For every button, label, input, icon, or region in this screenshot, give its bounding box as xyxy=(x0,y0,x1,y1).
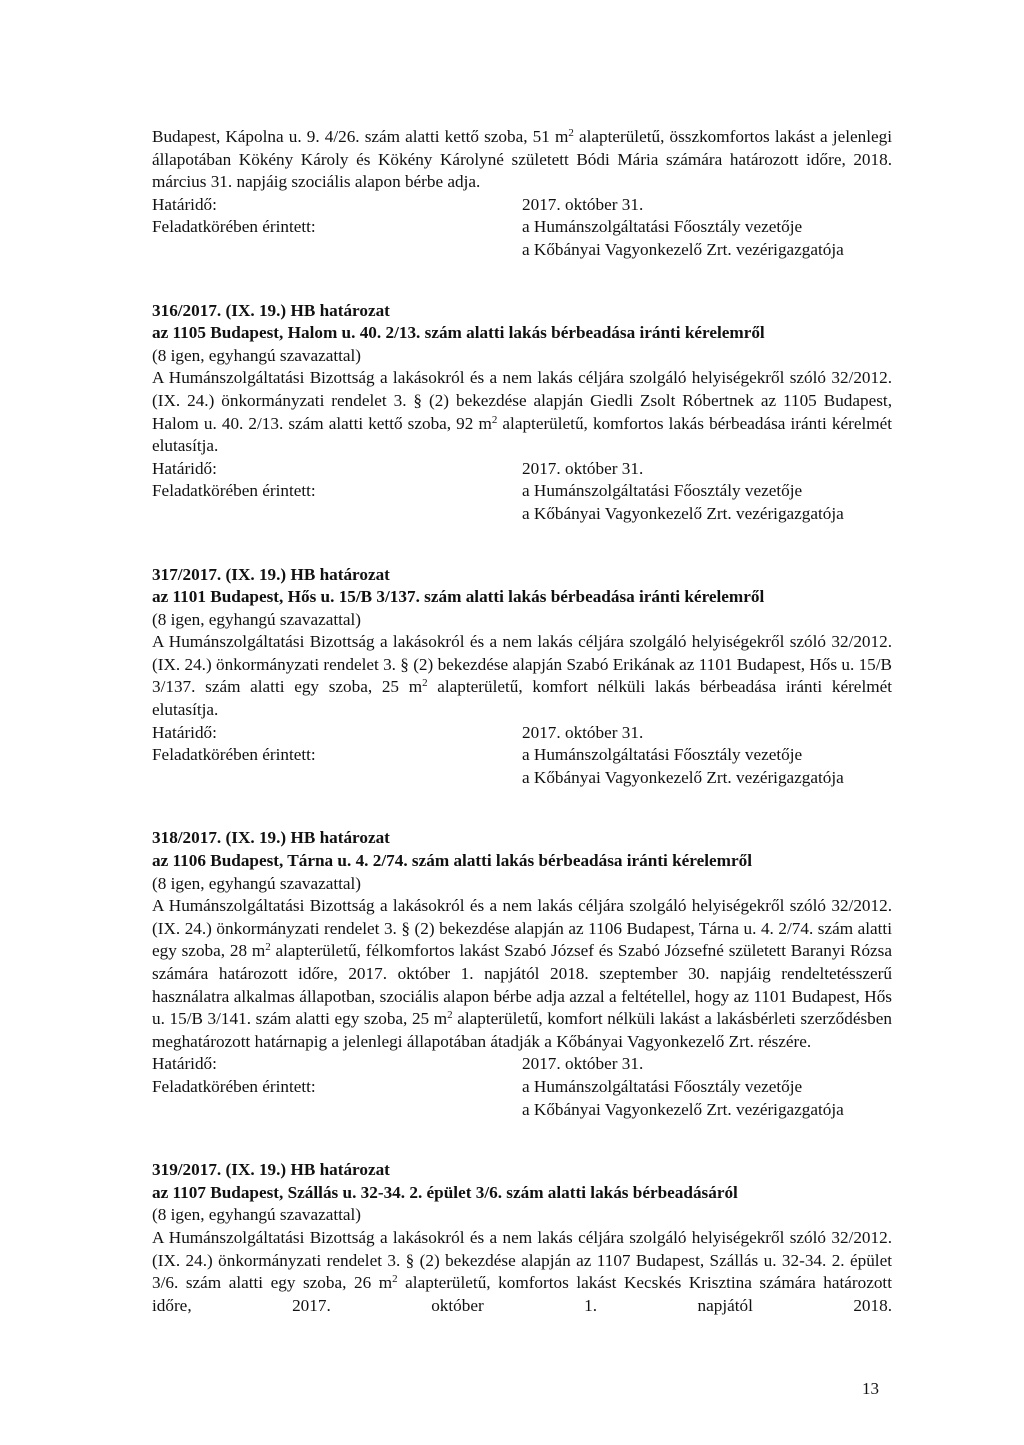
responsible-1: a Humánszolgáltatási Főosztály vezetője xyxy=(522,481,803,501)
responsible-2: a Kőbányai Vagyonkezelő Zrt. vezérigazgatója xyxy=(522,1099,844,1119)
deadline-value: 2017. október 31. xyxy=(522,194,644,214)
deadline-value: 2017. október 31. xyxy=(522,722,644,742)
responsible-2: a Kőbányai Vagyonkezelő Zrt. vezérigazgatója xyxy=(522,239,844,259)
page-content xyxy=(152,126,892,1317)
responsible-label: Feladatkörében érintett: xyxy=(152,1076,316,1096)
responsible-row-2 xyxy=(152,503,892,526)
deadline-value: 2017. október 31. xyxy=(522,458,644,478)
intro-block xyxy=(152,126,892,262)
responsible-row xyxy=(152,216,892,239)
resolution-text: A Humánszolgáltatási Bizottság a lakásokról és a nem lakás céljára szolgáló helyiségekről szóló 32/2012. (IX. 24.) önkormányzati rendelet 3. § (2) bekezdése alapján Giedli Zsolt Róbertnek az 1105 Budapest, Halom u. 40. 2/13. szám alatti kettő szoba, 92 $m^2$ alapterületű, komfortos lakás bérbeadása iránti kérelmét elutasítja. xyxy=(152,368,892,456)
deadline-row xyxy=(152,458,892,481)
responsible-label: Feladatkörében érintett: xyxy=(152,481,316,501)
page-number: 13 xyxy=(862,1379,879,1398)
resolution-number: 316/2017. (IX. 19.) HB határozat xyxy=(152,300,390,320)
resolution-number: 318/2017. (IX. 19.) HB határozat xyxy=(152,828,390,848)
resolution-subject: az 1101 Budapest, Hős u. 15/B 3/137. szám alatti lakás bérbeadása iránti kérelemről xyxy=(152,587,765,607)
resolution-317 xyxy=(152,564,892,790)
deadline-row xyxy=(152,194,892,217)
resolution-text: A Humánszolgáltatási Bizottság a lakásokról és a nem lakás céljára szolgáló helyiségekről szóló 32/2012. (IX. 24.) önkormányzati rendelet 3. § (2) bekezdése alapján Szabó Erikának az 1101 Budapest, Hős u. 15/B 3/137. szám alatti egy szoba, 25 $m^2$ alapterületű, komfort nélküli lakás bérbeadása iránti kérelmét elutasítja. xyxy=(152,632,892,720)
deadline-label: Határidő: xyxy=(152,1054,217,1074)
vote-result: (8 igen, egyhangú szavazattal) xyxy=(152,345,362,365)
responsible-1: a Humánszolgáltatási Főosztály vezetője xyxy=(522,745,803,765)
resolution-number: 319/2017. (IX. 19.) HB határozat xyxy=(152,1160,390,1180)
responsible-row xyxy=(152,1076,892,1099)
responsible-row xyxy=(152,480,892,503)
resolution-subject: az 1107 Budapest, Szállás u. 32-34. 2. épület 3/6. szám alatti lakás bérbeadásáról xyxy=(152,1182,738,1202)
resolution-318 xyxy=(152,827,892,1121)
resolution-316 xyxy=(152,300,892,526)
responsible-2: a Kőbányai Vagyonkezelő Zrt. vezérigazgatója xyxy=(522,503,844,523)
deadline-row xyxy=(152,1053,892,1076)
deadline-label: Határidő: xyxy=(152,194,217,214)
resolution-subject: az 1105 Budapest, Halom u. 40. 2/13. szám alatti lakás bérbeadása iránti kérelemről xyxy=(152,323,765,343)
resolution-number: 317/2017. (IX. 19.) HB határozat xyxy=(152,564,390,584)
responsible-1: a Humánszolgáltatási Főosztály vezetője xyxy=(522,217,803,237)
responsible-label: Feladatkörében érintett: xyxy=(152,745,316,765)
responsible-2: a Kőbányai Vagyonkezelő Zrt. vezérigazgatója xyxy=(522,767,844,787)
deadline-row xyxy=(152,722,892,745)
deadline-label: Határidő: xyxy=(152,722,217,742)
resolution-text: A Humánszolgáltatási Bizottság a lakásokról és a nem lakás céljára szolgáló helyiségekről szóló 32/2012. (IX. 24.) önkormányzati rendelet 3. § (2) bekezdése alapján az 1106 Budapest, Tárna u. 4. 2/74. szám alatti egy szoba, 28 $m^2$ alapterületű, félkomfortos lakást Szabó József és Szabó Józsefné született Baranyi Rózsa számára határozott időre, 2017. október 1. napjától 2018. szeptember 30. napjáig rendeltetésszerű használatra alkalmas állapotban, szociális alapon bérbe adja azzal a feltétellel, hogy az 1101 Budapest, Hős u. 15/B 3/141. szám alatti egy szoba, 25 $m^2$ alapterületű, komfort nélküli lakást a lakásbérleti szerződésben meghatározott határnapig a jelenlegi állapotában átadják a Kőbányai Vagyonkezelő Zrt. részére. xyxy=(152,896,892,1051)
responsible-row-2 xyxy=(152,1099,892,1122)
vote-result: (8 igen, egyhangú szavazattal) xyxy=(152,873,362,893)
responsible-row-2 xyxy=(152,239,892,262)
vote-result: (8 igen, egyhangú szavazattal) xyxy=(152,609,362,629)
responsible-row-2 xyxy=(152,767,892,790)
responsible-1: a Humánszolgáltatási Főosztály vezetője xyxy=(522,1076,803,1096)
responsible-label: Feladatkörében érintett: xyxy=(152,217,316,237)
resolution-subject: az 1106 Budapest, Tárna u. 4. 2/74. szám alatti lakás bérbeadása iránti kérelemről xyxy=(152,851,752,871)
resolution-text: A Humánszolgáltatási Bizottság a lakásokról és a nem lakás céljára szolgáló helyiségekről szóló 32/2012. (IX. 24.) önkormányzati rendelet 3. § (2) bekezdése alapján az 1107 Budapest, Szállás u. 32-34. 2. épület 3/6. szám alatti egy szoba, 26 $m^2$ alapterületű, komfortos lakást Kecskés Krisztina számára határozott időre, 2017. október 1. napjától 2018. xyxy=(152,1227,892,1315)
responsible-row xyxy=(152,744,892,767)
deadline-value: 2017. október 31. xyxy=(522,1054,644,1074)
deadline-label: Határidő: xyxy=(152,458,217,478)
resolution-319 xyxy=(152,1159,892,1317)
vote-result: (8 igen, egyhangú szavazattal) xyxy=(152,1205,362,1225)
intro-paragraph: Budapest, Kápolna u. 9. 4/26. szám alatti kettő szoba, 51 $m^2$ alapterületű, összkomfortos lakást a jelenlegi állapotában Kökény Károly és Kökény Károlyné született Bódi Mária számára határozott időre, 2018. március 31. napjáig szociális alapon bérbe adja. xyxy=(152,127,892,192)
